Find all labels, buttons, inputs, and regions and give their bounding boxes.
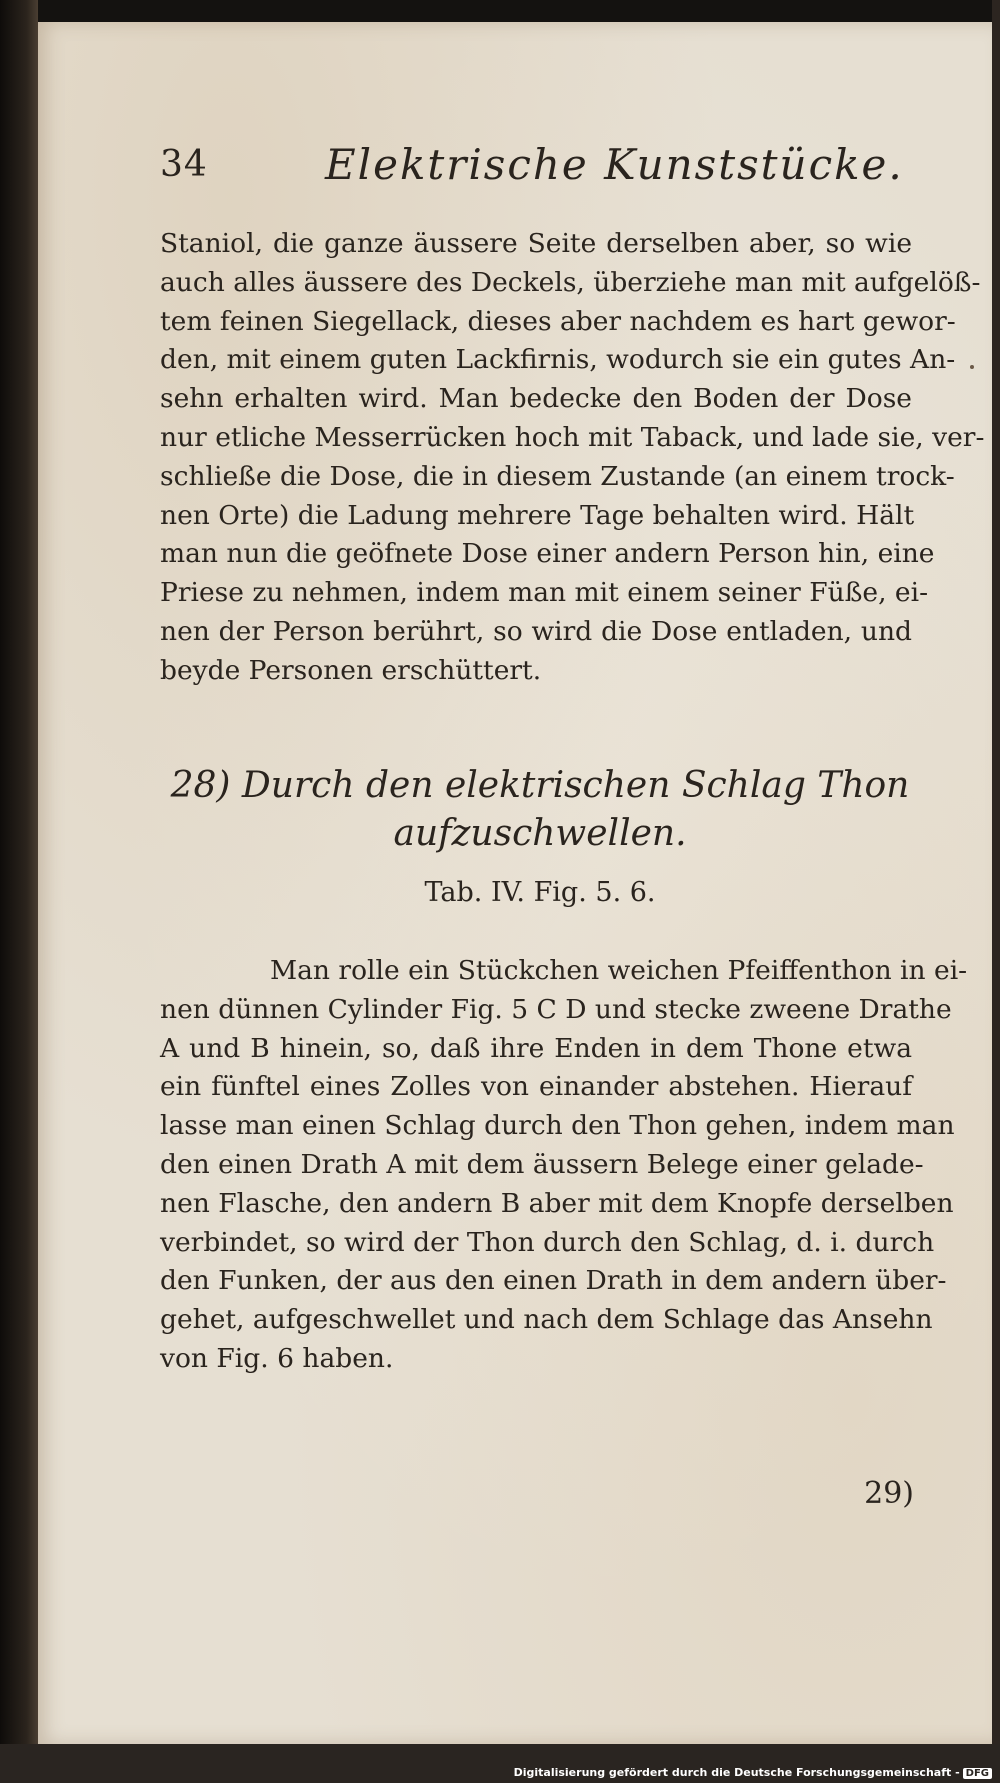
credit-text: Digitalisierung gefördert durch die Deutsche Forschungsgemeinschaft - [513,1766,960,1779]
margin-speck [970,365,974,369]
text-line: den, mit einem guten Lackfirnis, wodurch sie ein gutes An- [160,344,956,376]
scan-right-border [992,0,1000,1783]
text-line: tem feinen Siegellack, dieses aber nachdem es hart gewor- [160,305,956,337]
digitization-credit [514,1766,992,1779]
book-binding-edge [0,0,38,1783]
text-line: nen Flasche, den andern B aber mit dem Knopfe derselben [160,1187,954,1219]
page-number: 34 [160,144,208,185]
paragraph-continuation [160,225,985,691]
text-line: gehet, aufgeschwellet und nach dem Schlage das Ansehn [160,1304,933,1336]
text-line: nen dünnen Cylinder Fig. 5 C D und stecke zweene Drathe [160,993,952,1025]
text-line: Staniol, die ganze äussere Seite derselben aber, so wie [160,228,912,259]
text-line: von Fig. 6 haben. [160,1342,394,1374]
text-line: den einen Drath A mit dem äussern Belege einer gelade- [160,1148,924,1180]
text-line: auch alles äussere des Deckels, überziehe man mit aufgelöß- [160,266,981,298]
section-heading-line: aufzuschwellen. [393,813,687,854]
text-line: lasse man einen Schlag durch den Thon gehen, indem man [160,1110,955,1142]
section-heading [160,762,920,858]
text-line: verbindet, so wird der Thon durch den Schlag, d. i. durch [160,1226,935,1258]
dfg-logo: DFG [963,1768,992,1779]
text-line: Priese zu nehmen, indem man mit einem seiner Füße, ei- [160,577,929,609]
text-line: nen der Person berührt, so wird die Dose entladen, und [160,615,912,647]
text-line: den Funken, der aus den einen Drath in dem andern über- [160,1265,947,1297]
text-line: A und B hinein, so, daß ihre Enden in dem Thone etwa [160,1032,912,1064]
text-line: ein fünftel eines Zolles von einander abstehen. Hierauf [160,1071,912,1103]
paragraph-section-28 [160,952,968,1379]
text-line: beyde Personen erschüttert. [160,654,542,686]
text-line: man nun die geöfnete Dose einer andern Person hin, eine [160,538,935,570]
plate-reference: Tab. IV. Fig. 5. 6. [424,877,656,908]
text-line: sehn erhalten wird. Man bedecke den Boden der Dose [160,383,912,415]
text-line: Man rolle ein Stückchen weichen Pfeiffenthon in ei- [270,955,968,986]
running-head: Elektrische Kunststücke. [325,140,904,189]
catchword: 29) [864,1476,914,1511]
page-header [160,140,920,200]
text-line: schließe die Dose, die in diesem Zustande (an einem trock- [160,460,955,492]
section-heading-line: 28) Durch den elektrischen Schlag Thon [170,765,910,806]
text-line: nen Orte) die Ladung mehrere Tage behalten wird. Hält [160,499,915,531]
text-line: nur etliche Messerrücken hoch mit Taback, und lade sie, ver- [160,421,985,453]
